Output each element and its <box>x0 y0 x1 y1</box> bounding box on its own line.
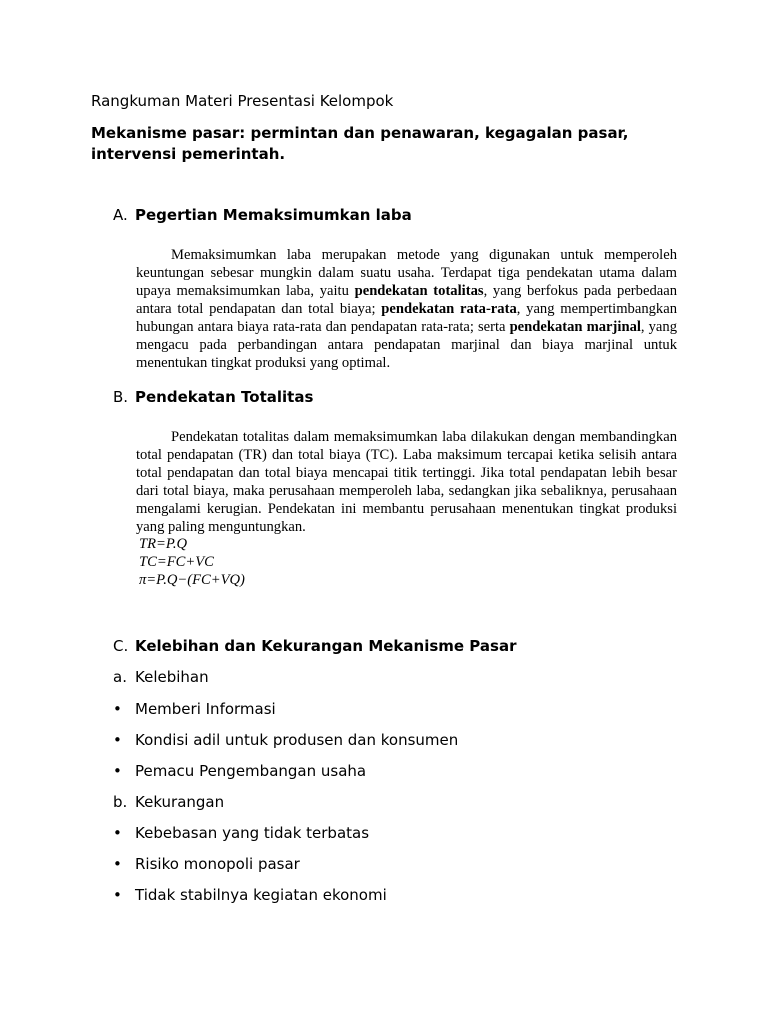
kelebihan-item-3: Pemacu Pengembangan usaha <box>135 762 367 780</box>
para-a-text-1: Memaksimumkan laba merupakan metode yang digunakan untuk memperoleh keuntungan sebesar mungkin dalam suatu usaha. Terdapat tiga pendekatan utama dalam upaya memaksimumkan laba, yaitu <box>136 247 677 299</box>
para-a-bold-totalitas: pendekatan totalitas <box>354 283 484 299</box>
kelebihan-label: Kelebihan <box>135 668 209 686</box>
para-a-text-3: , yang mempertimbangkan hubungan antara biaya rata-rata dan pendapatan rata-rata; serta <box>136 301 678 335</box>
bullet-icon: • <box>113 855 122 873</box>
document-title: Rangkuman Materi Presentasi Kelompok <box>91 92 394 110</box>
kekurangan-marker: b. <box>113 793 128 811</box>
formula-profit: π=P.Q−(FC+VQ) <box>139 572 245 588</box>
list-item <box>113 762 366 780</box>
kelebihan-label-row <box>113 668 209 686</box>
kekurangan-label-row <box>113 793 224 811</box>
section-a-marker: A. <box>113 206 128 224</box>
kekurangan-item-3: Tidak stabilnya kegiatan ekonomi <box>135 886 387 904</box>
list-item <box>113 700 276 718</box>
bullet-icon: • <box>113 762 122 780</box>
section-b-marker: B. <box>113 388 129 406</box>
para-a-bold-marjinal: pendekatan marjinal <box>509 319 641 335</box>
formula-tc: TC=FC+VC <box>139 554 214 570</box>
para-a-bold-rata-rata: pendekatan rata-rata <box>381 301 517 317</box>
list-item <box>113 731 458 749</box>
bullet-icon: • <box>113 700 122 718</box>
kelebihan-item-1: Memberi Informasi <box>135 700 276 718</box>
kekurangan-label: Kekurangan <box>135 793 225 811</box>
section-a-paragraph <box>136 246 677 372</box>
bullet-icon: • <box>113 731 122 749</box>
kelebihan-marker: a. <box>113 668 127 686</box>
list-item <box>113 824 369 842</box>
list-item <box>113 855 300 873</box>
formula-tr: TR=P.Q <box>139 536 188 552</box>
kelebihan-item-2: Kondisi adil untuk produsen dan konsumen <box>135 731 459 749</box>
bullet-icon: • <box>113 886 122 904</box>
kekurangan-item-2: Risiko monopoli pasar <box>135 855 300 873</box>
kekurangan-item-1: Kebebasan yang tidak terbatas <box>135 824 370 842</box>
section-a-title: Pegertian Memaksimumkan laba <box>135 206 412 224</box>
section-b-heading <box>113 388 313 406</box>
section-b-title: Pendekatan Totalitas <box>135 388 314 406</box>
para-a-text-4: , yang mengacu pada perbandingan antara pendapatan marjinal dan biaya marjinal untuk menentukan tingkat produksi yang optimal. <box>136 319 677 371</box>
document-subtitle: Mekanisme pasar: permintan dan penawaran, kegagalan pasar, intervensi pemerintah. <box>91 124 629 163</box>
section-c-marker: C. <box>113 637 129 655</box>
section-c-title: Kelebihan dan Kekurangan Mekanisme Pasar <box>135 637 517 655</box>
para-a-text-2: , yang berfokus pada perbedaan antara total pendapatan dan total biaya; <box>136 283 677 317</box>
section-a-heading <box>113 206 412 224</box>
bullet-icon: • <box>113 824 122 842</box>
list-item <box>113 886 387 904</box>
section-b-paragraph: Pendekatan totalitas dalam memaksimumkan laba dilakukan dengan membandingkan total pendapatan (TR) dan total biaya (TC). Laba maksimum tercapai ketika selisih antara total pendapatan dan total biaya mencapai titik tertinggi. Jika total pendapatan lebih besar dari total biaya, maka perusahaan memperoleh laba, sedangkan jika sebaliknya, perusahaan mengalami kerugian. Pendekatan ini membantu perusahaan menentukan tingkat produksi yang paling menguntungkan. <box>136 429 677 535</box>
section-c-heading <box>113 637 516 655</box>
